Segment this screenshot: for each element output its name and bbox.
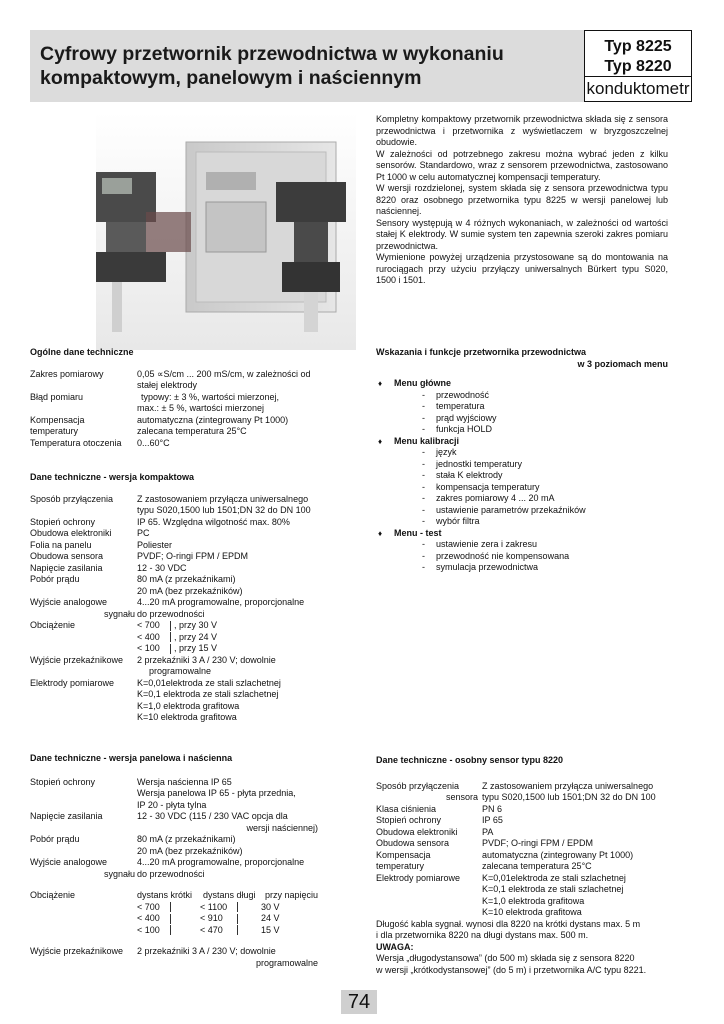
section-title: Dane techniczne - wersja panelowa i naścienna — [30, 753, 233, 763]
type-8225: Typ 8225 — [604, 38, 672, 55]
sensor-table: Sposób przyłączenia sensora Z zastosowaniem przyłącza uniwersalnego typu S020,1500 lub 1501;DN 32 do DN 100 Klasa ciśnienia PN 6 Stopień ochrony IP 65 Obudowa elektroniki PA Obudowa sensora PVDF; O-ringi FPM / EPDM Kompensacja automatyczna (zintegrowany Pt 1000) temperatury zalecana temperatura 25°C Elektrody pomiarowe K=0,01elektroda ze stali szlachetnej K=0,1 elektroda ze stali szlachetnej K=1,0 elektroda grafitowa K=10 elektroda grafitowa — [376, 780, 656, 917]
general-table: Zakres pomiarowy 0,05 ∝S/cm ... 200 mS/cm, w zależności od stałej elektrody Błąd pomiaru typowy: ± 3 %, wartości mierzonej, max.: ± 5 %, wartości mierzonej Kompensacja automatyczna (zintegrowany Pt 1000) temperatury zalecana temperatura 25°C Temperatura otoczenia 0...60°C — [30, 368, 311, 448]
section-title: Dane techniczne - wersja kompaktowa — [30, 472, 195, 482]
menu-list: ♦ Menu główne - przewodność - temperatura - prąd wyjściowy - funkcja HOLD ♦ Menu kalibracji - język - jednostki temperatury - stała K elektrody - kompensacja temperatury - zakres pomiarowy 4 ... 20 mA - ustawienie parametrów przekaźników - wybór filtra ♦ Menu - test - ustawienie zera i zakresu - przewodność nie kompensowana - symulacja przewodnictwa — [376, 378, 668, 574]
section-title: Dane techniczne - osobny sensor typu 8220 — [376, 755, 564, 765]
compact-section — [30, 472, 340, 724]
panel-table: Stopień ochrony Wersja naścienna IP 65 Wersja panelowa IP 65 - płyta przednia, IP 20 - płyta tylna Napięcie zasilania 12 - 30 VDC (115 / 230 VAC opcja dla wersji naściennej) Pobór prądu 80 mA (z przekaźnikami) 20 mA (bez przekaźników) Wyjście analogowe sygnału 4...20 mA programowalne, proporcjonalne do przewodności Obciążenie dystans krótki dystans długi przy napięciu < 700 < 1100 30 V < 400 < 910 24 V < 100 < 470 15 V Wyjście przekaźnikowe 2 przekaźniki 3 A / 230 V; dowolnie programowalne — [30, 776, 319, 968]
category-label: konduktometr — [584, 76, 692, 102]
type-8220: Typ 8220 — [604, 58, 672, 75]
compact-table: Sposób przyłączenia Z zastosowaniem przyłącza uniwersalnego typu S020,1500 lub 1501;DN 32 do DN 100 Stopień ochrony IP 65. Względna wilgotność max. 80% Obudowa elektroniki PC Folia na panelu Poliester Obudowa sensora PVDF; O-ringi FPM / EPDM Napięcie zasilania 12 - 30 VDC Pobór prądu 80 mA (z przekaźnikami) 20 mA (bez przekaźników) Wyjście analogowe 4...20 mA programowalne, proporcjonalne sygnału do przewodności Obciążenie < 700 , przy 30 V < 400 , przy 24 V < 100 , przy 15 V Wyjście przekaźnikowe 2 przekaźniki 3 A / 230 V; dowolnie programowalne Elektrody pomiarowe K=0,01elektroda ze stali szlachetnej K=0,1 elektroda ze stali szlachetnej K=1,0 elektroda grafitowa K=10 elektroda grafitowa — [30, 493, 311, 722]
page-title: Cyfrowy przetwornik przewodnictwa w wykonaniu kompaktowym, panelowym i naściennym — [40, 43, 504, 89]
intro-text: Kompletny kompaktowy przetwornik przewodnictwa składa się z sensora przewodnictwa i przetwornika z wyświetlaczem w bryzgoszczelnej obudowie. W zależności od potrzebnego zakresu można wybrać jeden z kilku sensorów. Standardowo, wraz z sensorem przewodnictwa, zastosowano Pt 1000 w celu automatycznej kompensacji temperatury. W wersji rozdzielonej, system składa się z sensora przewodnictwa typu 8220 oraz osobnego przetwornika typu 8225 w wersji panelowej lub naściennej. Sensory występują w 4 różnych wykonaniach, w zależności od wartości stałej K elektrody. W sumie system ten zapewnia szeroki zakres pomiaru przewodnictwa. Wymienione powyżej urządzenia przystosowane są do montowania na rurociągach przy użyciu przyłączy uniwersalnych Bürkert typu S020, 1500 i 1501. — [376, 114, 668, 285]
sensor-section: Dane techniczne - osobny sensor typu 8220 Sposób przyłączenia sensora Z zastosowaniem przyłącza uniwersalnego typu S020,1500 lub 1501;DN 32 do DN 100 Klasa ciśnienia PN 6 Stopień ochrony IP 65 Obudowa elektroniki PA Obudowa sensora PVDF; O-ringi FPM / EPDM Kompensacja automatyczna (zintegrowany Pt 1000) temperatury zalecana temperatura 25°C Elektrody pomiarowe K=0,01elektroda ze stali szlachetnej K=0,1 elektroda ze stali szlachetnej K=1,0 elektroda grafitowa K=10 elektroda grafitowa Długość kabla sygnał. wynosi dla 8220 na krótki dystans max. 5 m i dla przetwornika 8220 na długi dystans max. 500 m. UWAGA: Wersja „długodystansowa” (do 500 m) składa się z sensora 8220 w wersji „krótkodystansowej” (do 5 m) i przetwornika A/C typu 8221. — [376, 755, 676, 976]
menu-section: Wskazania i funkcje przetwornika przewodnictwa w 3 poziomach menu ♦ Menu główne - przewodność - temperatura - prąd wyjściowy - funkcja HOLD ♦ Menu kalibracji - język - jednostki temperatury - stała K elektrody - kompensacja temperatury - zakres pomiarowy 4 ... 20 mA - ustawienie parametrów przekaźników - wybór filtra ♦ Menu - test - ustawienie zera i zakresu - przewodność nie kompensowana - symulacja przewodnictwa — [376, 347, 668, 574]
panel-section — [30, 753, 340, 969]
section-title: Ogólne dane techniczne — [30, 347, 134, 357]
type-box — [584, 30, 692, 102]
section-title: Wskazania i funkcje przetwornika przewodnictwa — [376, 347, 587, 357]
page-number: 74 — [341, 990, 377, 1014]
general-section — [30, 347, 330, 449]
product-photo — [96, 112, 356, 350]
